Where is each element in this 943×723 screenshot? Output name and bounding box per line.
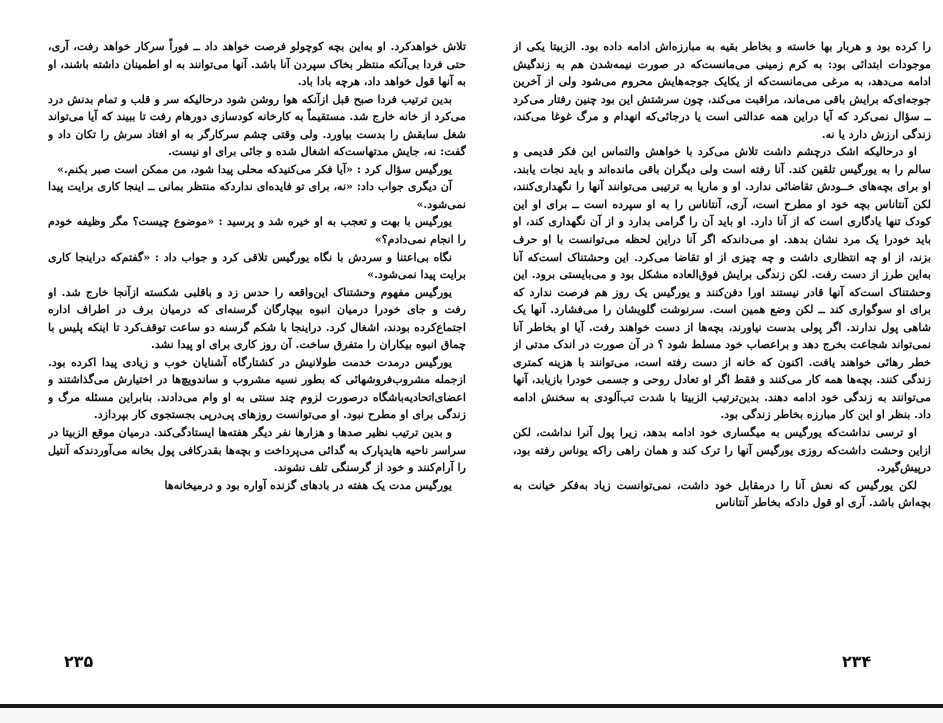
paragraph: او درحالیکه اشک درچشم داشت تلاش می‌کرد با خواهش والتماس این فکر قدیمی و سالم را به یورگیس تلقین کند. آنا رفته است ولی دیگران باقی مانده‌اند و باید نجات یابند. او برای بچه‌های خــودش تقاضائی ندارد. او و ماریا به ترتیبی می‌توانند آنها را نگهداری‌کنند، لکن آنتاناس بچه خود او مطرح است، آری، آنتاناس را به او سپرده است ــ برای او این کودک تنها یادگاری است که از آنا دارد. او باید آن را گرامی بدارد و از آن نگهداری کند، او باید خودرا یک مرد نشان بدهد. او می‌داندکه اگر آنا دراین لحظه می‌توانست با او حرف بزند، از او چه انتظاری داشت و چه چیزی از او تقاضا می‌کرد. این وحشتناک است‌که آنا به‌این طرز از دست رفت. لکن زندگی برایش فوق‌العاده مشکل بود و می‌بایستی برود. این وحشتناک است‌که آنها قادر نیستند اورا دفن‌کنند و یورگیس یک روز هم فرصت ندارد که برای او سوگواری کند ــ لکن وضع همین است. سرنوشت گلویشان را می‌فشارد. آنها یک شاهی پول ندارند. اگر پولی بدست نیاورند، بچه‌ها از دست خواهند رفت. آیا او بخاطر آنا نمی‌تواند شجاعت بخرج دهد و براعصاب خود مسلط شود ؟ در آن صورت در اندک مدتی از خطر رهائی خواهند یافت. اکنون که خانه از دست رفته است، می‌توانند با هزینه کمتری زندگی کنند. بچه‌ها همه کار می‌کنند و فقط اگر او تعادل روحی و جسمی خودرا بازیابد، آنها می‌توانند به زندگی خود ادامه دهند. بدین‌ترتیب الزبیتا با شدت تب‌آلودی به سخنش ادامه داد. بنظر او این کار مبارزه بخاطر زندگی بود. (513, 145, 931, 422)
paragraph: آن دیگری جواب داد: «نه، برای تو فایده‌ای نداردکه منتظر بمانی ــ اینجا کاری برایت پیدا نمی‌شود.» (48, 180, 466, 211)
paragraph: را کرده بود و هربار بها خاسته و بخاطر بقیه به مبارزه‌اش ادامه داده بود. الزبیتا یکی از موجودات ابتدائی بود: به کرم زمینی می‌مانست‌که در صورت نیمه‌شدن هم به زندگیش ادامه می‌دهد، به مرغی می‌مانست‌که از یکایک جوجه‌هایش محروم می‌شود ولی از آخرین جوجه‌ای‌که برایش باقی می‌ماند، مراقبت می‌کند، چون سرشتش این بود چنین رفتار می‌کرد ــ سؤال نمی‌کرد که آیا دراین همه عدالتی است یا درجائی‌که انهدام و مرگ غوغا می‌کند، زندگی ارزش دارد یا نه. (513, 40, 931, 141)
left-page-number: ۲۳۵ (64, 652, 94, 671)
left-page-text (48, 38, 466, 494)
right-page-number: ۲۳۴ (842, 652, 872, 671)
paragraph: یورگیس مفهوم وحشتناک این‌واقعه را حدس زد و باقلبی شکسته ازآنجا خارج شد. او رفت و جای خودرا درمیان انبوه بیچارگان گرسنه‌ای که درمیان برف در اطراف اداره اجتماع‌کرده بودند، اشغال کرد. دراینجا با شکم گرسنه دو ساعت توقف‌کرد تا اینکه پلیس با چماق انبوه بیکاران را متفرق ساخت. آن روز کاری برای او پیدا نشد. (48, 285, 466, 352)
right-page-text (513, 38, 931, 512)
paragraph: یورگیس با بهت و تعجب به او خیره شد و پرسید : «موضوع چیست؟ مگر وظیفه خودم را انجام نمی‌دادم؟» (48, 215, 466, 247)
paragraph: یورگیس درمدت خدمت طولانیش در کشتارگاه آشنایان خوب و زیادی پیدا اکرده بود. ازجمله مشروب‌فروشهائی که بطور نسیه مشروب و ساندویچ‌ها در اختیارش می‌گذاشتند و اعضای‌اتحادیه‌باشگاه درصورت لزوم چند سنتی به او وام می‌دادند. بنابراین مسئله مرگ و زندگی برای او مطرح نبود. او می‌توانست روزهای پی‌درپی بجستجوی کار بپردازد. (48, 355, 466, 422)
paragraph: بدین ترتیب فردا صبح قبل ازآنکه هوا روشن شود درحالیکه سر و قلب و تمام بدنش درد می‌کرد از خانه خارج شد. مستقیماً به کارخانه کودسازی دورهام رفت تا ببیند که آیا می‌تواند شغل سابقش را بدست بیاورد. ولی وقتی چشم سرکارگر به او افتاد سرش را تکان داد و گفت: نه، جایش مدتهاست‌که اشغال شده و جائی برای او نیست. (48, 92, 466, 159)
bottom-edge-strip (0, 708, 943, 723)
paragraph: و بدین ترتیب نظیر صدها و هزارها نفر دیگر هفته‌ها ایستادگی‌کند. درمیان موقع الزبیتا در سراسر ناحیه هایدپارک به گدائی می‌پرداخت و بچه‌ها بقدرکافی پول بخانه می‌آوردندکه آنتیل را آرام‌کنند و خود از گرسنگی تلف نشوند. (48, 426, 466, 475)
paragraph: لکن یورگیس که نعش آنا را درمقابل خود داشت، نمی‌توانست زیاد به‌فکر خیانت به بچه‌اش باشد. آری او قول دادکه بخاطر آنتاناس (513, 478, 931, 510)
paragraph: نگاه بی‌اعتنا و سردش با نگاه یورگیس تلاقی کرد و جواب داد : «گفتم‌که دراینجا کاری برایت پیدا نمی‌شود.» (48, 250, 466, 282)
paragraph: یورگیس سؤال کرد : «آیا فکر می‌کنیدکه محلی پیدا شود، من ممکن است صبر بکنم.» (56, 162, 452, 176)
paragraph: تلاش خواهدکرد. او به‌این بچه کوچولو فرصت خواهد داد ــ فوراً سرکار خواهد رفت، آری، حتی فردا بی‌آنکه منتظر بخاک سپردن آنا باشد. آنها می‌توانند به او اطمینان داشته باشند، او به آنها قول خواهد داد، هرچه بادا باد. (48, 40, 466, 89)
paragraph: او ترسی نداشت‌که یورگیس به میگساری خود ادامه بدهد، زیرا پول آنرا نداشت، لکن ازاین وحشت داشت‌که روزی یورگیس آنها را ترک کند و همان راهی راکه یوناس رفته بود، درپیش‌گیرد. (513, 426, 931, 475)
paragraph: یورگیس مدت یک هفته در بادهای گزنده آواره بود و درمیخانه‌ها (164, 478, 452, 492)
